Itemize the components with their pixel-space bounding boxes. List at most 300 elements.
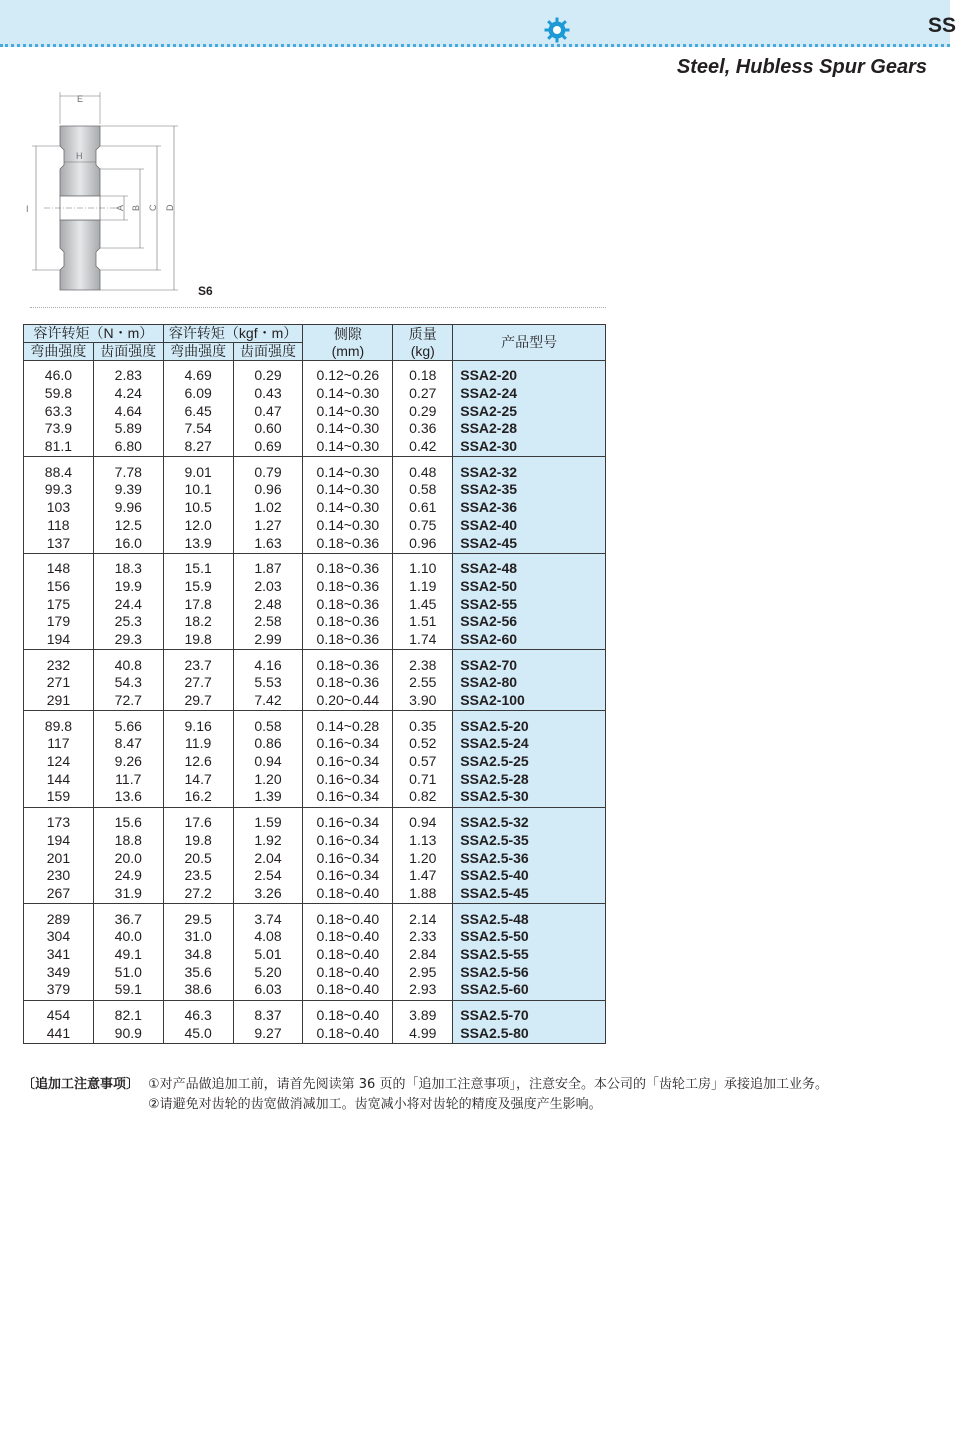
cell-bending-kgfm: 14.7 bbox=[163, 770, 233, 788]
cell-mass: 2.84 bbox=[393, 946, 453, 964]
spec-table bbox=[23, 324, 606, 1044]
cell-surface-kgfm: 0.60 bbox=[233, 420, 303, 438]
cell-surface-kgfm: 3.74 bbox=[233, 904, 303, 928]
cell-surface-kgfm: 0.96 bbox=[233, 481, 303, 499]
cell-bending-kgfm: 38.6 bbox=[163, 981, 233, 1000]
cell-model: SSA2.5-20 bbox=[453, 711, 606, 735]
cell-model: SSA2-45 bbox=[453, 534, 606, 553]
cell-model: SSA2-100 bbox=[453, 692, 606, 711]
cell-backlash: 0.12~0.26 bbox=[303, 361, 393, 385]
cell-bending-kgfm: 19.8 bbox=[163, 832, 233, 850]
table-row bbox=[24, 946, 606, 964]
dim-e-label: E bbox=[77, 94, 84, 104]
cell-bending-kgfm: 6.09 bbox=[163, 385, 233, 403]
cell-backlash: 0.14~0.30 bbox=[303, 420, 393, 438]
table-row bbox=[24, 534, 606, 553]
cell-surface-kgfm: 2.03 bbox=[233, 578, 303, 596]
cell-bending-kgfm: 20.5 bbox=[163, 849, 233, 867]
cell-backlash: 0.18~0.40 bbox=[303, 1000, 393, 1024]
cell-backlash: 0.18~0.40 bbox=[303, 885, 393, 904]
cell-bending-nm: 46.0 bbox=[24, 361, 94, 385]
table-row bbox=[24, 650, 606, 674]
gear-dimension-drawing bbox=[14, 88, 224, 303]
cell-bending-nm: 59.8 bbox=[24, 385, 94, 403]
cell-bending-kgfm: 31.0 bbox=[163, 928, 233, 946]
cell-mass: 1.51 bbox=[393, 613, 453, 631]
table-row bbox=[24, 867, 606, 885]
cell-bending-nm: 159 bbox=[24, 788, 94, 807]
cell-surface-kgfm: 4.08 bbox=[233, 928, 303, 946]
cell-mass: 0.29 bbox=[393, 402, 453, 420]
cell-surface-nm: 4.64 bbox=[93, 402, 163, 420]
header-bending-kgfm: 弯曲强度 bbox=[163, 343, 233, 361]
cell-bending-kgfm: 23.5 bbox=[163, 867, 233, 885]
cell-surface-nm: 8.47 bbox=[93, 735, 163, 753]
cell-bending-nm: 194 bbox=[24, 832, 94, 850]
cell-backlash: 0.16~0.34 bbox=[303, 807, 393, 831]
cell-mass: 4.99 bbox=[393, 1024, 453, 1043]
cell-backlash: 0.16~0.34 bbox=[303, 849, 393, 867]
cell-mass: 2.33 bbox=[393, 928, 453, 946]
cell-backlash: 0.18~0.36 bbox=[303, 613, 393, 631]
cell-model: SSA2-30 bbox=[453, 438, 606, 457]
cell-mass: 0.42 bbox=[393, 438, 453, 457]
cell-surface-kgfm: 9.27 bbox=[233, 1024, 303, 1043]
note-line-1 bbox=[22, 1075, 828, 1095]
cell-surface-kgfm: 1.92 bbox=[233, 832, 303, 850]
cell-bending-kgfm: 29.7 bbox=[163, 692, 233, 711]
cell-surface-kgfm: 5.20 bbox=[233, 963, 303, 981]
header-backlash: 侧隙 (mm) bbox=[303, 325, 393, 361]
cell-backlash: 0.18~0.40 bbox=[303, 928, 393, 946]
cell-surface-nm: 11.7 bbox=[93, 770, 163, 788]
cell-bending-nm: 148 bbox=[24, 553, 94, 577]
cell-bending-kgfm: 45.0 bbox=[163, 1024, 233, 1043]
cell-surface-nm: 9.96 bbox=[93, 499, 163, 517]
corner-code: SS bbox=[927, 14, 956, 37]
cell-bending-nm: 173 bbox=[24, 807, 94, 831]
cell-surface-kgfm: 7.42 bbox=[233, 692, 303, 711]
divider bbox=[30, 307, 606, 308]
cell-model: SSA2.5-80 bbox=[453, 1024, 606, 1043]
cell-backlash: 0.18~0.36 bbox=[303, 650, 393, 674]
cell-bending-nm: 179 bbox=[24, 613, 94, 631]
cell-bending-nm: 89.8 bbox=[24, 711, 94, 735]
cell-surface-nm: 13.6 bbox=[93, 788, 163, 807]
cell-surface-kgfm: 6.03 bbox=[233, 981, 303, 1000]
cell-bending-nm: 156 bbox=[24, 578, 94, 596]
cell-surface-nm: 90.9 bbox=[93, 1024, 163, 1043]
table-row bbox=[24, 1024, 606, 1043]
cell-backlash: 0.18~0.36 bbox=[303, 534, 393, 553]
table-row bbox=[24, 770, 606, 788]
cell-surface-kgfm: 1.39 bbox=[233, 788, 303, 807]
cell-mass: 1.13 bbox=[393, 832, 453, 850]
cell-backlash: 0.14~0.28 bbox=[303, 711, 393, 735]
dim-c-label: C bbox=[148, 204, 158, 211]
cell-surface-kgfm: 8.37 bbox=[233, 1000, 303, 1024]
cell-surface-kgfm: 1.59 bbox=[233, 807, 303, 831]
cell-bending-nm: 144 bbox=[24, 770, 94, 788]
cell-surface-kgfm: 0.47 bbox=[233, 402, 303, 420]
cell-mass: 1.19 bbox=[393, 578, 453, 596]
cell-bending-nm: 99.3 bbox=[24, 481, 94, 499]
cell-surface-nm: 2.83 bbox=[93, 361, 163, 385]
cell-surface-kgfm: 1.20 bbox=[233, 770, 303, 788]
cell-backlash: 0.18~0.40 bbox=[303, 1024, 393, 1043]
cell-bending-kgfm: 16.2 bbox=[163, 788, 233, 807]
cell-surface-nm: 12.5 bbox=[93, 517, 163, 535]
spec-table-body bbox=[24, 361, 606, 1044]
cell-surface-nm: 5.89 bbox=[93, 420, 163, 438]
cell-mass: 1.45 bbox=[393, 595, 453, 613]
table-row bbox=[24, 832, 606, 850]
table-row bbox=[24, 963, 606, 981]
notes bbox=[22, 1075, 828, 1115]
cell-backlash: 0.16~0.34 bbox=[303, 735, 393, 753]
cell-surface-kgfm: 1.63 bbox=[233, 534, 303, 553]
cell-surface-kgfm: 0.86 bbox=[233, 735, 303, 753]
cell-model: SSA2.5-70 bbox=[453, 1000, 606, 1024]
cell-model: SSA2-55 bbox=[453, 595, 606, 613]
table-row bbox=[24, 438, 606, 457]
cell-bending-kgfm: 10.5 bbox=[163, 499, 233, 517]
cell-mass: 0.52 bbox=[393, 735, 453, 753]
cell-surface-nm: 19.9 bbox=[93, 578, 163, 596]
cell-surface-nm: 4.24 bbox=[93, 385, 163, 403]
table-row bbox=[24, 807, 606, 831]
table-row bbox=[24, 578, 606, 596]
cell-bending-nm: 232 bbox=[24, 650, 94, 674]
cell-surface-nm: 15.6 bbox=[93, 807, 163, 831]
cell-mass: 0.58 bbox=[393, 481, 453, 499]
cell-mass: 2.14 bbox=[393, 904, 453, 928]
cell-bending-nm: 194 bbox=[24, 631, 94, 650]
cell-surface-kgfm: 1.27 bbox=[233, 517, 303, 535]
cell-bending-nm: 73.9 bbox=[24, 420, 94, 438]
notes-label: 〔追加工注意事项〕 bbox=[22, 1077, 140, 1092]
table-row bbox=[24, 553, 606, 577]
table-row bbox=[24, 631, 606, 650]
cell-model: SSA2-24 bbox=[453, 385, 606, 403]
cell-bending-kgfm: 23.7 bbox=[163, 650, 233, 674]
dim-h-label: H bbox=[76, 151, 83, 161]
cell-mass: 0.75 bbox=[393, 517, 453, 535]
cell-surface-kgfm: 0.58 bbox=[233, 711, 303, 735]
cell-model: SSA2.5-24 bbox=[453, 735, 606, 753]
dim-b-label: B bbox=[131, 204, 141, 211]
note-text-1: ①对产品做追加工前，请首先阅读第 36 页的「追加工注意事项」，注意安全。本公司的「齿轮工房」承接追加工业务。 bbox=[148, 1077, 828, 1092]
cell-backlash: 0.14~0.30 bbox=[303, 438, 393, 457]
cell-backlash: 0.16~0.34 bbox=[303, 832, 393, 850]
cell-bending-nm: 291 bbox=[24, 692, 94, 711]
cell-model: SSA2.5-30 bbox=[453, 788, 606, 807]
cell-model: SSA2-25 bbox=[453, 402, 606, 420]
cell-bending-nm: 88.4 bbox=[24, 457, 94, 481]
cell-surface-nm: 40.0 bbox=[93, 928, 163, 946]
cell-bending-nm: 137 bbox=[24, 534, 94, 553]
cell-bending-nm: 379 bbox=[24, 981, 94, 1000]
cell-backlash: 0.14~0.30 bbox=[303, 402, 393, 420]
cell-surface-nm: 25.3 bbox=[93, 613, 163, 631]
cell-backlash: 0.18~0.40 bbox=[303, 946, 393, 964]
cell-surface-nm: 54.3 bbox=[93, 674, 163, 692]
cell-surface-nm: 18.3 bbox=[93, 553, 163, 577]
cell-bending-kgfm: 12.6 bbox=[163, 753, 233, 771]
cell-bending-kgfm: 12.0 bbox=[163, 517, 233, 535]
cell-surface-nm: 72.7 bbox=[93, 692, 163, 711]
cell-surface-nm: 9.26 bbox=[93, 753, 163, 771]
cell-bending-kgfm: 11.9 bbox=[163, 735, 233, 753]
page-title: Steel, Hubless Spur Gears bbox=[676, 56, 927, 78]
cell-surface-kgfm: 2.99 bbox=[233, 631, 303, 650]
cell-mass: 0.35 bbox=[393, 711, 453, 735]
drawing-label: S6 bbox=[198, 284, 213, 298]
table-row bbox=[24, 613, 606, 631]
cell-model: SSA2.5-40 bbox=[453, 867, 606, 885]
cell-mass: 0.71 bbox=[393, 770, 453, 788]
cell-surface-nm: 24.4 bbox=[93, 595, 163, 613]
table-row bbox=[24, 420, 606, 438]
table-row bbox=[24, 735, 606, 753]
cell-mass: 1.88 bbox=[393, 885, 453, 904]
cell-bending-nm: 117 bbox=[24, 735, 94, 753]
gear-icon bbox=[544, 17, 570, 43]
cell-surface-nm: 18.8 bbox=[93, 832, 163, 850]
cell-backlash: 0.20~0.44 bbox=[303, 692, 393, 711]
cell-bending-kgfm: 9.16 bbox=[163, 711, 233, 735]
cell-mass: 0.18 bbox=[393, 361, 453, 385]
cell-bending-kgfm: 27.2 bbox=[163, 885, 233, 904]
cell-bending-nm: 63.3 bbox=[24, 402, 94, 420]
cell-model: SSA2-60 bbox=[453, 631, 606, 650]
table-row bbox=[24, 885, 606, 904]
cell-bending-nm: 103 bbox=[24, 499, 94, 517]
cell-surface-kgfm: 0.69 bbox=[233, 438, 303, 457]
cell-surface-nm: 31.9 bbox=[93, 885, 163, 904]
cell-bending-kgfm: 19.8 bbox=[163, 631, 233, 650]
cell-model: SSA2-50 bbox=[453, 578, 606, 596]
cell-surface-kgfm: 5.01 bbox=[233, 946, 303, 964]
cell-bending-kgfm: 35.6 bbox=[163, 963, 233, 981]
cell-bending-kgfm: 46.3 bbox=[163, 1000, 233, 1024]
cell-backlash: 0.16~0.34 bbox=[303, 867, 393, 885]
cell-mass: 0.57 bbox=[393, 753, 453, 771]
table-row bbox=[24, 711, 606, 735]
cell-bending-kgfm: 34.8 bbox=[163, 946, 233, 964]
cell-bending-nm: 289 bbox=[24, 904, 94, 928]
cell-bending-kgfm: 10.1 bbox=[163, 481, 233, 499]
cell-mass: 2.95 bbox=[393, 963, 453, 981]
cell-bending-kgfm: 18.2 bbox=[163, 613, 233, 631]
table-row bbox=[24, 1000, 606, 1024]
cell-surface-nm: 51.0 bbox=[93, 963, 163, 981]
cell-surface-kgfm: 0.79 bbox=[233, 457, 303, 481]
cell-mass: 0.94 bbox=[393, 807, 453, 831]
cell-bending-kgfm: 17.6 bbox=[163, 807, 233, 831]
dim-i-label: I bbox=[26, 204, 29, 214]
cell-surface-nm: 6.80 bbox=[93, 438, 163, 457]
cell-model: SSA2-40 bbox=[453, 517, 606, 535]
cell-bending-kgfm: 9.01 bbox=[163, 457, 233, 481]
table-row bbox=[24, 788, 606, 807]
cell-surface-nm: 59.1 bbox=[93, 981, 163, 1000]
cell-bending-nm: 201 bbox=[24, 849, 94, 867]
cell-bending-nm: 454 bbox=[24, 1000, 94, 1024]
table-row bbox=[24, 753, 606, 771]
cell-model: SSA2-35 bbox=[453, 481, 606, 499]
table-row bbox=[24, 928, 606, 946]
cell-bending-kgfm: 17.8 bbox=[163, 595, 233, 613]
note-text-2: ②请避免对齿轮的齿宽做消减加工。齿宽减小将对齿轮的精度及强度产生影响。 bbox=[148, 1097, 602, 1112]
table-row bbox=[24, 457, 606, 481]
cell-surface-nm: 24.9 bbox=[93, 867, 163, 885]
cell-backlash: 0.18~0.40 bbox=[303, 904, 393, 928]
cell-mass: 0.61 bbox=[393, 499, 453, 517]
cell-backlash: 0.16~0.34 bbox=[303, 753, 393, 771]
cell-surface-kgfm: 0.29 bbox=[233, 361, 303, 385]
dim-a-label: A bbox=[115, 204, 125, 211]
table-row bbox=[24, 499, 606, 517]
cell-surface-kgfm: 1.02 bbox=[233, 499, 303, 517]
cell-mass: 1.10 bbox=[393, 553, 453, 577]
cell-bending-kgfm: 15.9 bbox=[163, 578, 233, 596]
cell-surface-nm: 40.8 bbox=[93, 650, 163, 674]
cell-bending-kgfm: 6.45 bbox=[163, 402, 233, 420]
cell-surface-nm: 29.3 bbox=[93, 631, 163, 650]
cell-model: SSA2-80 bbox=[453, 674, 606, 692]
cell-surface-nm: 49.1 bbox=[93, 946, 163, 964]
cell-model: SSA2.5-45 bbox=[453, 885, 606, 904]
table-row bbox=[24, 481, 606, 499]
cell-model: SSA2.5-48 bbox=[453, 904, 606, 928]
table-row bbox=[24, 517, 606, 535]
cell-mass: 3.89 bbox=[393, 1000, 453, 1024]
cell-model: SSA2.5-55 bbox=[453, 946, 606, 964]
header-bending-nm: 弯曲强度 bbox=[24, 343, 94, 361]
cell-mass: 2.55 bbox=[393, 674, 453, 692]
cell-backlash: 0.16~0.34 bbox=[303, 788, 393, 807]
cell-model: SSA2.5-32 bbox=[453, 807, 606, 831]
cell-bending-nm: 271 bbox=[24, 674, 94, 692]
cell-mass: 1.20 bbox=[393, 849, 453, 867]
cell-backlash: 0.14~0.30 bbox=[303, 385, 393, 403]
cell-model: SSA2-56 bbox=[453, 613, 606, 631]
cell-bending-kgfm: 8.27 bbox=[163, 438, 233, 457]
table-row bbox=[24, 402, 606, 420]
header-torque-kgfm: 容许转矩（kgf・m） bbox=[163, 325, 303, 343]
dim-d-label: D bbox=[165, 204, 175, 211]
cell-surface-kgfm: 4.16 bbox=[233, 650, 303, 674]
cell-backlash: 0.18~0.40 bbox=[303, 981, 393, 1000]
cell-surface-nm: 36.7 bbox=[93, 904, 163, 928]
cell-bending-nm: 175 bbox=[24, 595, 94, 613]
cell-model: SSA2-70 bbox=[453, 650, 606, 674]
cell-backlash: 0.14~0.30 bbox=[303, 481, 393, 499]
cell-mass: 0.27 bbox=[393, 385, 453, 403]
cell-model: SSA2.5-56 bbox=[453, 963, 606, 981]
cell-surface-nm: 16.0 bbox=[93, 534, 163, 553]
table-row bbox=[24, 981, 606, 1000]
cell-bending-kgfm: 29.5 bbox=[163, 904, 233, 928]
cell-bending-nm: 267 bbox=[24, 885, 94, 904]
cell-surface-kgfm: 2.58 bbox=[233, 613, 303, 631]
header-mass: 质量 (kg) bbox=[393, 325, 453, 361]
cell-bending-kgfm: 7.54 bbox=[163, 420, 233, 438]
cell-surface-kgfm: 5.53 bbox=[233, 674, 303, 692]
cell-bending-kgfm: 15.1 bbox=[163, 553, 233, 577]
cell-model: SSA2.5-50 bbox=[453, 928, 606, 946]
cell-backlash: 0.18~0.36 bbox=[303, 631, 393, 650]
cell-bending-nm: 349 bbox=[24, 963, 94, 981]
cell-model: SSA2-48 bbox=[453, 553, 606, 577]
cell-backlash: 0.18~0.40 bbox=[303, 963, 393, 981]
top-banner bbox=[0, 0, 956, 47]
cell-bending-nm: 118 bbox=[24, 517, 94, 535]
cell-backlash: 0.18~0.36 bbox=[303, 674, 393, 692]
cell-surface-kgfm: 0.94 bbox=[233, 753, 303, 771]
table-row bbox=[24, 904, 606, 928]
cell-bending-nm: 341 bbox=[24, 946, 94, 964]
cell-model: SSA2-36 bbox=[453, 499, 606, 517]
table-row bbox=[24, 385, 606, 403]
cell-surface-nm: 7.78 bbox=[93, 457, 163, 481]
cell-mass: 2.38 bbox=[393, 650, 453, 674]
cell-bending-kgfm: 4.69 bbox=[163, 361, 233, 385]
cell-backlash: 0.14~0.30 bbox=[303, 517, 393, 535]
cell-model: SSA2.5-25 bbox=[453, 753, 606, 771]
cell-mass: 0.96 bbox=[393, 534, 453, 553]
cell-surface-nm: 9.39 bbox=[93, 481, 163, 499]
table-row bbox=[24, 361, 606, 385]
cell-model: SSA2-32 bbox=[453, 457, 606, 481]
cell-surface-kgfm: 0.43 bbox=[233, 385, 303, 403]
cell-bending-nm: 81.1 bbox=[24, 438, 94, 457]
cell-backlash: 0.18~0.36 bbox=[303, 595, 393, 613]
cell-bending-nm: 441 bbox=[24, 1024, 94, 1043]
cell-model: SSA2.5-28 bbox=[453, 770, 606, 788]
cell-surface-kgfm: 2.04 bbox=[233, 849, 303, 867]
cell-mass: 3.90 bbox=[393, 692, 453, 711]
cell-surface-kgfm: 2.54 bbox=[233, 867, 303, 885]
cell-mass: 1.74 bbox=[393, 631, 453, 650]
note-line-2 bbox=[22, 1095, 828, 1115]
cell-backlash: 0.14~0.30 bbox=[303, 457, 393, 481]
cell-mass: 0.48 bbox=[393, 457, 453, 481]
cell-model: SSA2.5-60 bbox=[453, 981, 606, 1000]
cell-bending-nm: 304 bbox=[24, 928, 94, 946]
cell-backlash: 0.14~0.30 bbox=[303, 499, 393, 517]
table-row bbox=[24, 674, 606, 692]
cell-bending-nm: 124 bbox=[24, 753, 94, 771]
header-model: 产品型号 bbox=[453, 325, 606, 361]
table-row bbox=[24, 849, 606, 867]
cell-mass: 2.93 bbox=[393, 981, 453, 1000]
table-row bbox=[24, 595, 606, 613]
cell-backlash: 0.18~0.36 bbox=[303, 578, 393, 596]
cell-bending-kgfm: 27.7 bbox=[163, 674, 233, 692]
cell-model: SSA2-20 bbox=[453, 361, 606, 385]
cell-surface-nm: 20.0 bbox=[93, 849, 163, 867]
header-surface-nm: 齿面强度 bbox=[93, 343, 163, 361]
header-torque-nm: 容许转矩（N・m） bbox=[24, 325, 164, 343]
cell-backlash: 0.16~0.34 bbox=[303, 770, 393, 788]
cell-mass: 1.47 bbox=[393, 867, 453, 885]
cell-surface-kgfm: 1.87 bbox=[233, 553, 303, 577]
cell-model: SSA2-28 bbox=[453, 420, 606, 438]
cell-bending-nm: 230 bbox=[24, 867, 94, 885]
cell-surface-nm: 82.1 bbox=[93, 1000, 163, 1024]
